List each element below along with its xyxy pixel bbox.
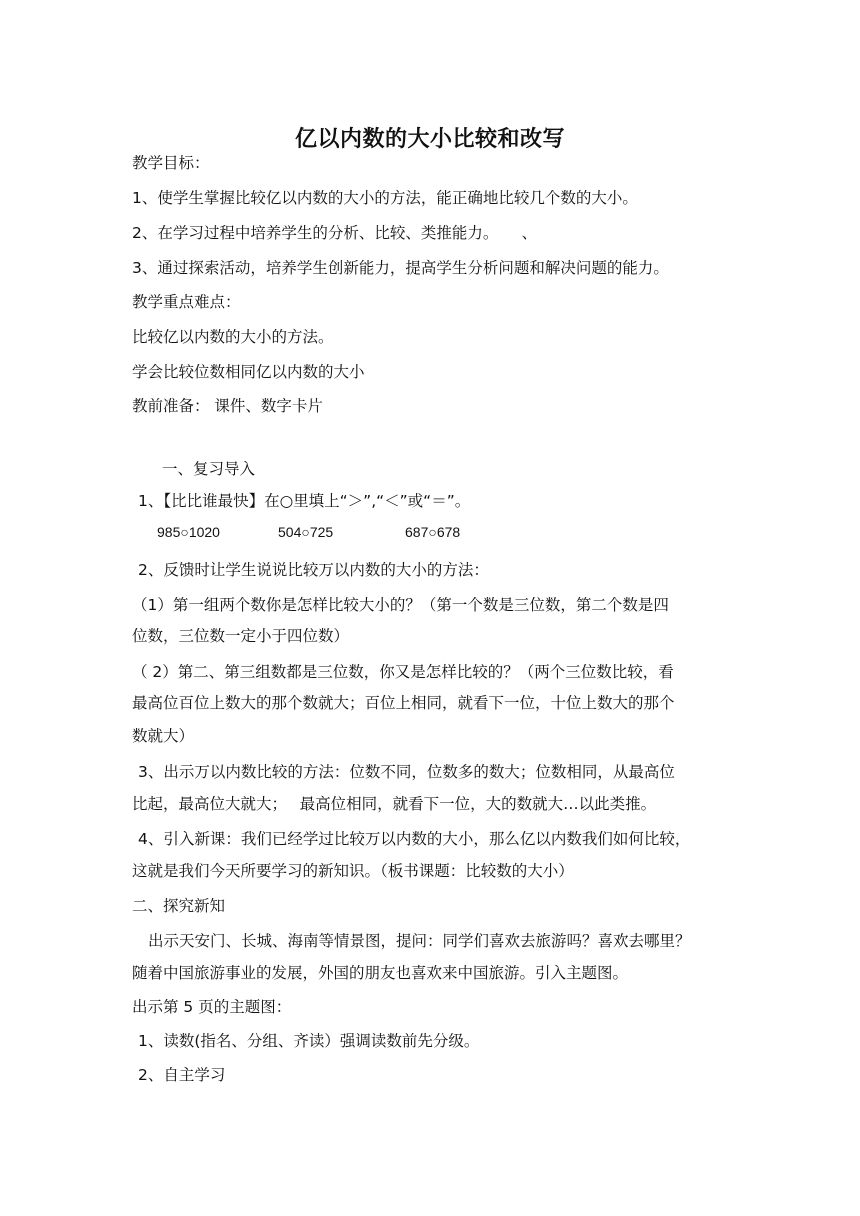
preparation: 教前准备： 课件、数字卡片: [132, 397, 323, 415]
explore-line-3: 出示第 5 页的主题图：: [132, 998, 292, 1016]
question-2-line-3: 数就大）: [132, 727, 195, 745]
question-2-line-2: 最高位百位上数大的那个数就大；百位上相同，就看下一位，十位上数大的那个: [132, 694, 675, 712]
objective-2: 2、在学习过程中培养学生的分析、比较、类推能力。 、: [132, 224, 538, 242]
question-1-line-2: 位数，三位数一定小于四位数）: [132, 627, 350, 645]
review-item-4-line-1: 4、引入新课：我们已经学过比较万以内数的大小，那么亿以内数我们如何比较，: [138, 830, 691, 848]
review-item-4-line-2: 这就是我们今天所要学习的新知识。（板书课题：比较数的大小）: [132, 862, 574, 880]
explore-step-1: 1、读数(指名、分组、齐读）强调读数前先分级。: [138, 1032, 480, 1050]
question-2-line-1: （ 2）第二、第三组数都是三位数，你又是怎样比较的？（两个三位数比较，看: [132, 663, 674, 681]
comparison-3: 687○678: [405, 524, 461, 540]
section-explore-heading: 二、探究新知: [132, 897, 226, 915]
objective-3: 3、通过探索活动，培养学生创新能力，提高学生分析问题和解决问题的能力。: [132, 259, 669, 277]
explore-line-1: 出示天安门、长城、海南等情景图，提问：同学们喜欢去旅游吗？喜欢去哪里？: [148, 932, 691, 950]
key-point-2: 学会比较位数相同亿以内数的大小: [132, 363, 365, 381]
review-item-3-line-2: 比起，最高位大就大； 最高位相同，就看下一位，大的数就大…以此类推。: [132, 795, 657, 813]
section-review-heading: 一、复习导入: [162, 460, 256, 478]
comparison-1: 985○1020: [157, 524, 220, 540]
objectives-heading: 教学目标：: [132, 154, 210, 172]
objective-1: 1、使学生掌握比较亿以内数的大小的方法，能正确地比较几个数的大小。: [132, 189, 638, 207]
review-item-2: 2、反馈时让学生说说比较万以内数的大小的方法：: [138, 561, 489, 579]
review-item-3-line-1: 3、出示万以内数比较的方法：位数不同，位数多的数大；位数相同，从最高位: [138, 763, 675, 781]
document-title: 亿以内数的大小比较和改写: [294, 127, 565, 152]
explore-line-2: 随着中国旅游事业的发展，外国的朋友也喜欢来中国旅游。引入主题图。: [132, 964, 629, 982]
review-item-1: 1、【比比谁最快】在○里填上“＞”,“＜”或“＝”。: [138, 492, 471, 510]
key-points-heading: 教学重点难点：: [132, 293, 241, 311]
comparison-2: 504○725: [278, 524, 334, 540]
key-point-1: 比较亿以内数的大小的方法。: [132, 328, 334, 346]
explore-step-2: 2、自主学习: [138, 1066, 226, 1084]
question-1-line-1: （1）第一组两个数你是怎样比较大小的？（第一个数是三位数，第二个数是四: [132, 596, 669, 614]
